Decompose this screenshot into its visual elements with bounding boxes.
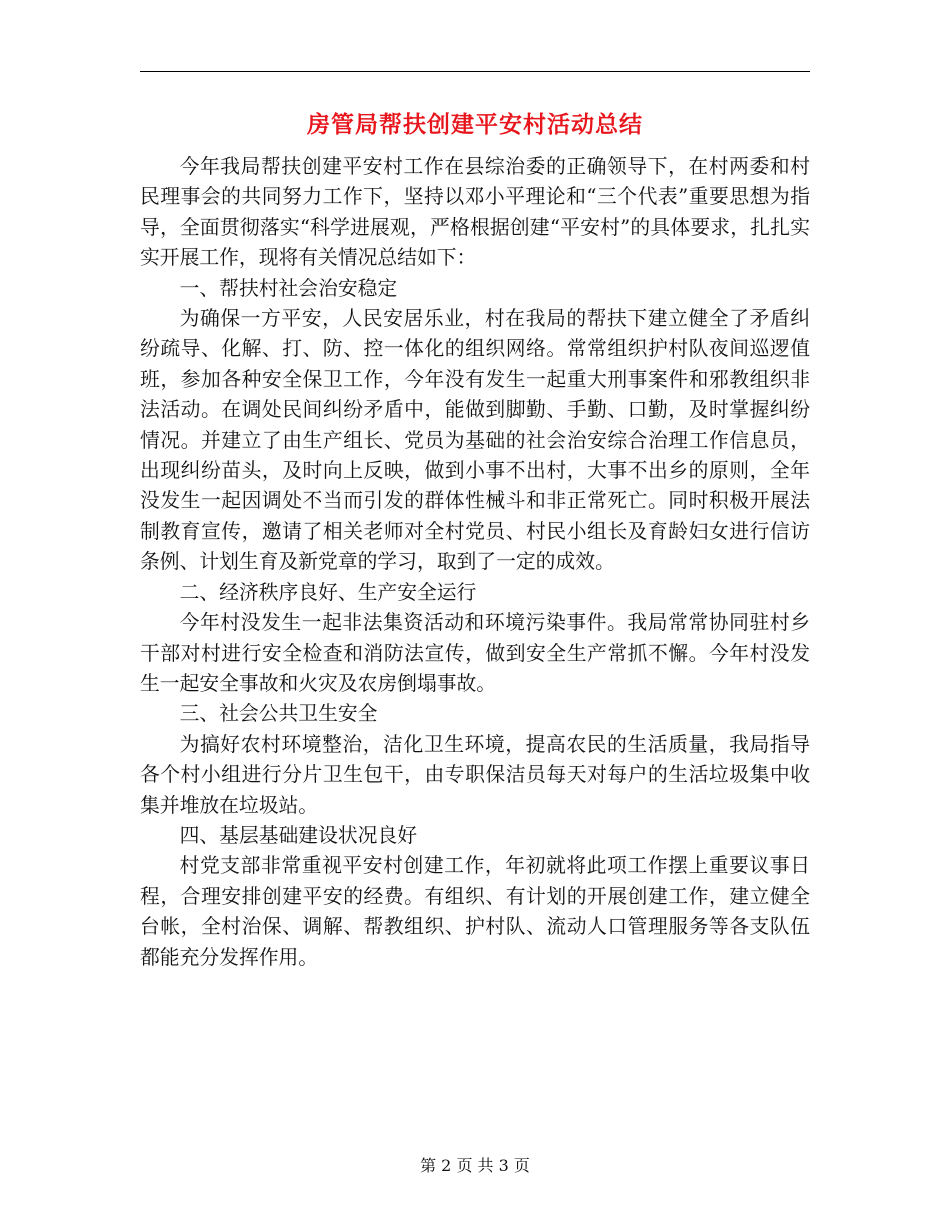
- section-body-3: 为搞好农村环境整治，洁化卫生环境，提高农民的生活质量，我局指导各个村小组进行分片卫生包干，由专职保洁员每天对每户的生活垃圾集中收集并堆放在垃圾站。: [140, 732, 810, 817]
- section-heading-3: 三、社会公共卫生安全: [179, 702, 378, 726]
- section-heading-1: 一、帮扶村社会治安稳定: [179, 276, 398, 300]
- header-rule: [140, 71, 810, 72]
- section-body-4: 村党支部非常重视平安村创建工作，年初就将此项工作摆上重要议事日程，合理安排创建平安的经费。有组织、有计划的开展创建工作，建立健全台帐，全村治保、调解、帮教组织、护村队、流动人口管理服务等各支队伍都能充分发挥作用。: [140, 854, 810, 969]
- document-title: 房管局帮扶创建平安村活动总结: [307, 111, 643, 138]
- page-footer: 第 2 页 共 3 页: [420, 1156, 530, 1175]
- intro-paragraph: 今年我局帮扶创建平安村工作在县综治委的正确领导下，在村两委和村民理事会的共同努力工作下，坚持以邓小平理论和“三个代表”重要思想为指导，全面贯彻落实“科学进展观，严格根据创建“平安村”的具体要求，扎扎实实开展工作，现将有关情况总结如下：: [140, 155, 810, 270]
- section-heading-2: 二、经济秩序良好、生产安全运行: [179, 580, 477, 604]
- section-body-1: 为确保一方平安，人民安居乐业，村在我局的帮扶下建立健全了矛盾纠纷疏导、化解、打、防、控一体化的组织网络。常常组织护村队夜间巡逻值班，参加各种安全保卫工作，今年没有发生一起重大刑事案件和邪教组织非法活动。在调处民间纠纷矛盾中，能做到脚勤、手勤、口勤，及时掌握纠纷情况。并建立了由生产组长、党员为基础的社会治安综合治理工作信息员，出现纠纷苗头，及时向上反映，做到小事不出村，大事不出乡的原则，全年没发生一起因调处不当而引发的群体性械斗和非正常死亡。同时积极开展法制教育宣传，邀请了相关老师对全村党员、村民小组长及育龄妇女进行信访条例、计划生育及新党章的学习，取到了一定的成效。: [140, 307, 810, 574]
- section-body-2: 今年村没发生一起非法集资活动和环境污染事件。我局常常协同驻村乡干部对村进行安全检查和消防法宣传，做到安全生产常抓不懈。今年村没发生一起安全事故和火灾及农房倒塌事故。: [140, 611, 810, 695]
- document-body: [140, 152, 810, 973]
- section-heading-4: 四、基层基础建设状况良好: [179, 823, 417, 847]
